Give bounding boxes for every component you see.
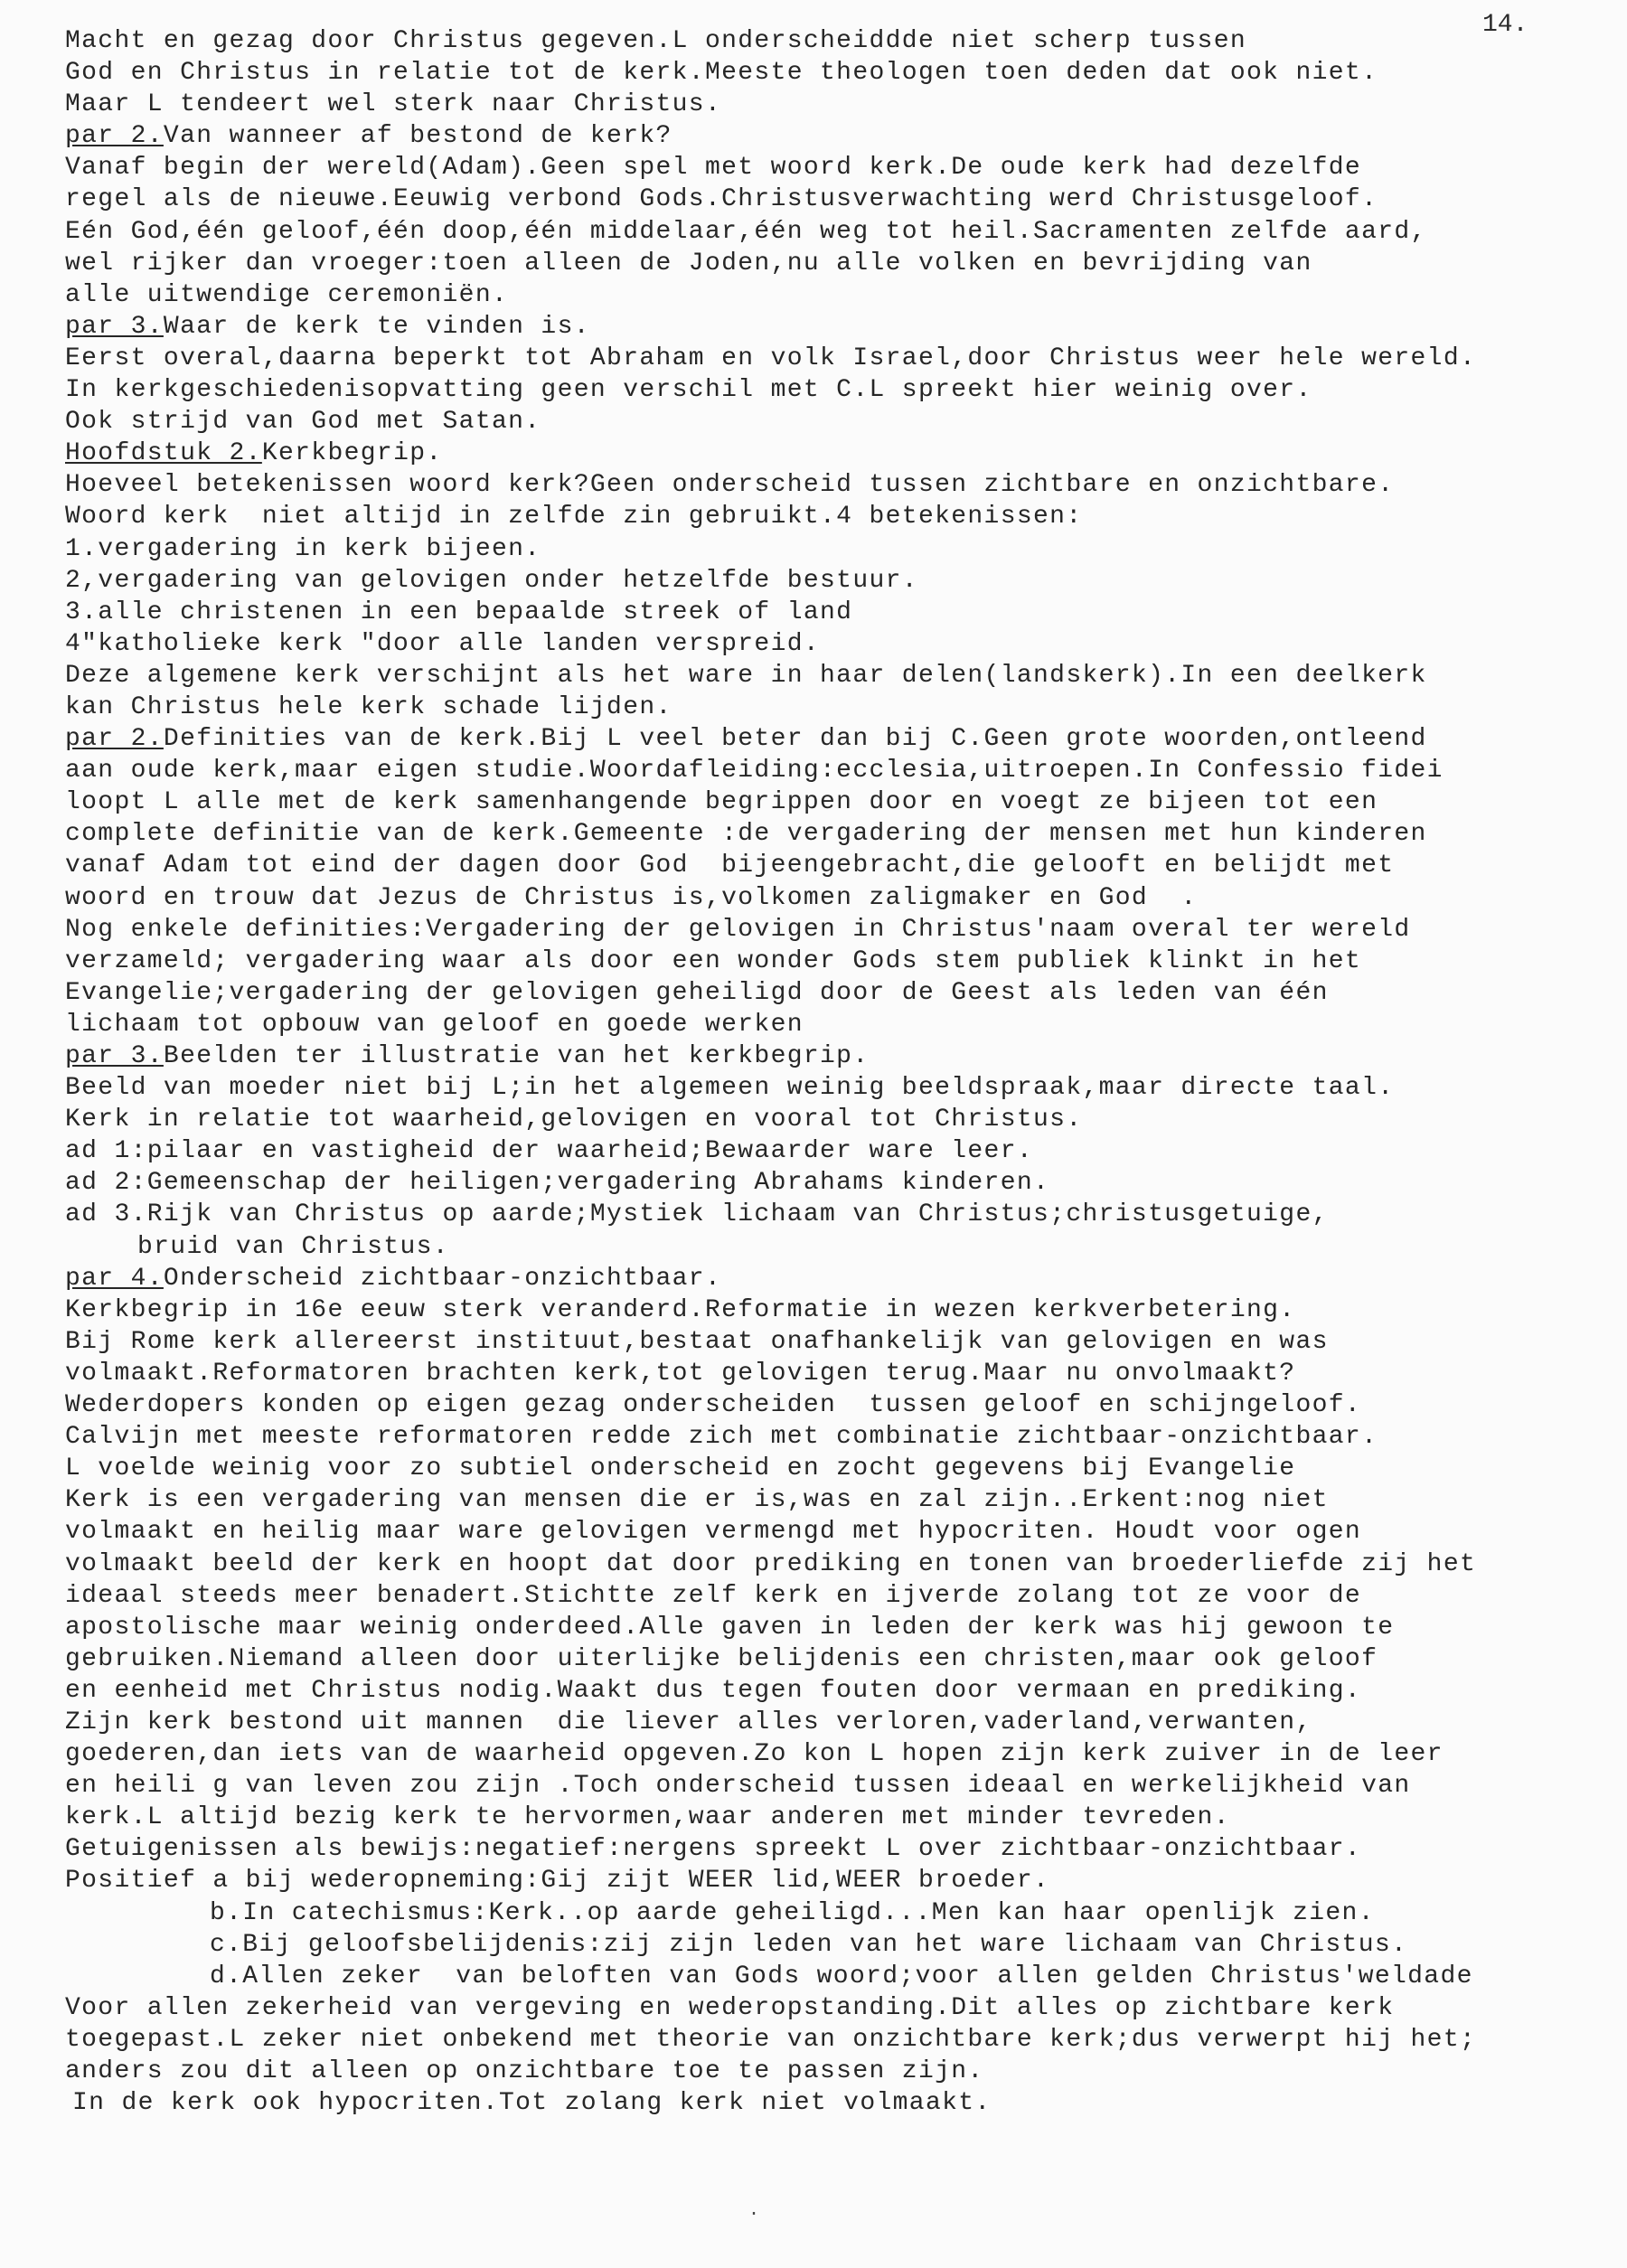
text-line (65, 374, 1602, 406)
text-line (65, 1738, 1602, 1770)
line-text: Kerk is een vergadering van mensen die er is,was en zal zijn..Erkent:nog niet (65, 1486, 1329, 1515)
line-text: Waar de kerk te vinden is. (163, 312, 590, 341)
line-text: Getuigenissen als bewijs:negatief:nergens spreekt L over zichtbaar-onzichtbaar. (65, 1835, 1362, 1864)
line-text: gebruiken.Niemand alleen door uiterlijke belijdenis een christen,maar ook geloof (65, 1644, 1378, 1673)
line-text: verzameld; vergadering waar als door een wonder Gods stem publiek klinkt in het (65, 946, 1362, 975)
text-line (65, 1770, 1602, 1802)
line-text: complete definitie van de kerk.Gemeente :de vergadering der mensen met hun kinderen (65, 820, 1427, 849)
section-label: par 4. (65, 1264, 164, 1293)
line-text: en eenheid met Christus nodig.Waakt dus tegen fouten door vermaan en prediking. (65, 1676, 1362, 1705)
text-line (65, 1707, 1602, 1738)
text-line (65, 1612, 1602, 1643)
text-line (65, 1548, 1602, 1580)
text-line (65, 25, 1602, 57)
text-line (65, 1929, 1602, 1961)
text-line (65, 565, 1602, 597)
line-text: Beeld van moeder niet bij L;in het algemeen weinig beeldspraak,maar directe taal. (65, 1074, 1395, 1103)
text-line (65, 1135, 1602, 1167)
text-line (65, 57, 1602, 89)
line-text: wel rijker dan vroeger:toen alleen de Joden,nu alle volken en bevrijding van (65, 249, 1312, 278)
line-text: Deze algemene kerk verschijnt als het ware in haar delen(landskerk).In een deelkerk (65, 661, 1427, 690)
line-text: Kerkbegrip in 16e eeuw sterk veranderd.Reformatie in wezen kerkverbetering. (65, 1295, 1296, 1324)
line-text: woord en trouw dat Jezus de Christus is,volkomen zaligmaker en God . (65, 883, 1198, 912)
line-text: In de kerk ook hypocriten.Tot zolang kerk niet volmaakt. (72, 2089, 992, 2118)
text-line (65, 501, 1602, 532)
line-text: regel als de nieuwe.Eeuwig verbond Gods.Christusverwachting werd Christusgeloof. (65, 185, 1378, 214)
line-text: Beelden ter illustratie van het kerkbegrip. (163, 1042, 870, 1070)
section-heading-line (65, 311, 1602, 343)
text-line (65, 2056, 1602, 2087)
text-line (65, 1484, 1602, 1516)
line-text: ad 3.Rijk van Christus op aarde;Mystiek lichaam van Christus;christusgetuige, (65, 1200, 1329, 1229)
line-text: b.In catechismus:Kerk..op aarde geheiligd...Men kan haar openlijk zien. (210, 1898, 1375, 1927)
line-text: God en Christus in relatie tot de kerk.Meeste theologen toen deden dat ook niet. (65, 59, 1378, 88)
text-line (65, 1104, 1602, 1135)
text-line (65, 818, 1602, 850)
line-text: In kerkgeschiedenisopvatting geen verschil met C.L spreekt hier weinig over. (65, 376, 1312, 405)
line-text: Hoeveel betekenissen woord kerk?Geen onderscheid tussen zichtbare en onzichtbare. (65, 471, 1395, 500)
text-line (65, 343, 1602, 374)
text-line (65, 977, 1602, 1009)
line-text: Onderscheid zichtbaar-onzichtbaar. (163, 1264, 722, 1293)
text-line (65, 1421, 1602, 1453)
text-line (65, 1358, 1602, 1389)
text-line (65, 786, 1602, 818)
line-text: goederen,dan iets van de waarheid opgeven.Zo kon L hopen zijn kerk zuiver in de leer (65, 1740, 1444, 1769)
text-line (65, 1643, 1602, 1675)
line-text: apostolische maar weinig onderdeed.Alle gaven in leden der kerk was hij gewoon te (65, 1613, 1395, 1642)
section-heading-line (65, 1040, 1602, 1072)
line-text: Van wanneer af bestond de kerk? (163, 122, 672, 151)
text-line (65, 1516, 1602, 1548)
text-line (65, 248, 1602, 279)
text-line (65, 1865, 1602, 1896)
text-line (65, 692, 1602, 723)
text-line (65, 1072, 1602, 1104)
line-text: 4"katholieke kerk "door alle landen verspreid. (65, 629, 821, 658)
line-text: 1.vergadering in kerk bijeen. (65, 534, 541, 563)
text-line (65, 2087, 1602, 2119)
line-text: Maar L tendeert wel sterk naar Christus. (65, 90, 722, 119)
line-text: lichaam tot opbouw van geloof en goede werken (65, 1010, 804, 1039)
line-text: L voelde weinig voor zo subtiel onderscheid en zocht gegevens bij Evangelie (65, 1454, 1296, 1483)
line-text: Woord kerk niet altijd in zelfde zin gebruikt.4 betekenissen: (65, 503, 1083, 532)
line-text: vanaf Adam tot eind der dagen door God bijeengebracht,die gelooft en belijdt met (65, 852, 1395, 880)
line-text: ad 2:Gemeenschap der heiligen;vergadering Abrahams kinderen. (65, 1169, 1050, 1198)
section-heading-line (65, 120, 1602, 152)
text-line (65, 1294, 1602, 1326)
text-line (65, 469, 1602, 501)
line-text: 2,vergadering van gelovigen onder hetzelfde bestuur. (65, 566, 918, 595)
text-line (65, 946, 1602, 977)
line-text: volmaakt.Reformatoren brachten kerk,tot gelovigen terug.Maar nu onvolmaakt? (65, 1359, 1296, 1388)
line-text: aan oude kerk,maar eigen studie.Woordafleiding:ecclesia,uitroepen.In Confessio fidei (65, 757, 1444, 786)
text-line (65, 533, 1602, 565)
section-label: Hoofdstuk 2. (65, 439, 262, 468)
line-text: Kerkbegrip. (261, 439, 443, 468)
line-text: Eerst overal,daarna beperkt tot Abraham en volk Israel,door Christus weer hele wereld. (65, 343, 1477, 372)
line-text: Eén God,één geloof,één doop,één middelaar,één weg tot heil.Sacramenten zelfde aard, (65, 217, 1427, 246)
text-line (65, 216, 1602, 248)
line-text: Kerk in relatie tot waarheid,gelovigen en vooral tot Christus. (65, 1106, 1083, 1134)
line-text: volmaakt beeld der kerk en hoopt dat door prediking en tonen van broederliefde zij het (65, 1549, 1477, 1578)
section-heading-line (65, 723, 1602, 755)
section-label: par 2. (65, 122, 164, 151)
text-line (65, 1199, 1602, 1230)
typewritten-text-body (65, 25, 1602, 2119)
line-text: Evangelie;vergadering der gelovigen geheiligd door de Geest als leden van één (65, 978, 1329, 1007)
line-text: Ook strijd van God met Satan. (65, 408, 541, 437)
text-line (65, 1231, 1602, 1263)
line-text: kan Christus hele kerk schade lijden. (65, 692, 672, 721)
text-line (65, 1675, 1602, 1707)
section-label: par 3. (65, 312, 164, 341)
text-line (65, 184, 1602, 215)
line-text: Bij Rome kerk allereerst instituut,bestaat onafhankelijk van gelovigen en was (65, 1327, 1329, 1356)
line-text: Wederdopers konden op eigen gezag onderscheiden tussen geloof en schijngeloof. (65, 1391, 1362, 1420)
line-text: en heili g van leven zou zijn .Toch onderscheid tussen ideaal en werkelijkheid van (65, 1772, 1411, 1801)
text-line (65, 1961, 1602, 1992)
text-line (65, 1992, 1602, 2024)
text-line (65, 406, 1602, 438)
section-heading-line (65, 1263, 1602, 1294)
section-heading-line (65, 438, 1602, 469)
line-text: Definities van de kerk.Bij L veel beter dan bij C.Geen grote woorden,ontleend (163, 725, 1427, 754)
text-line (65, 2024, 1602, 2056)
text-line (65, 1009, 1602, 1040)
line-text: kerk.L altijd bezig kerk te hervormen,waar anderen met minder tevreden. (65, 1803, 1230, 1832)
text-line (65, 628, 1602, 660)
text-line (65, 597, 1602, 628)
text-line (65, 1802, 1602, 1833)
line-text: volmaakt en heilig maar ware gelovigen vermengd met hypocriten. Houdt voor ogen (65, 1518, 1362, 1547)
text-line (65, 1833, 1602, 1865)
section-label: par 3. (65, 1042, 164, 1070)
line-text: 3.alle christenen in een bepaalde streek of land (65, 598, 853, 626)
text-line (65, 89, 1602, 120)
text-line (65, 882, 1602, 914)
line-text: Nog enkele definities:Vergadering der gelovigen in Christus'naam overal ter wereld (65, 915, 1411, 944)
line-text: Vanaf begin der wereld(Adam).Geen spel met woord kerk.De oude kerk had dezelfde (65, 154, 1362, 183)
section-label: par 2. (65, 725, 164, 754)
line-text: toegepast.L zeker niet onbekend met theorie van onzichtbare kerk;dus verwerpt hij het; (65, 2025, 1477, 2054)
text-line (65, 1453, 1602, 1484)
text-line (65, 1326, 1602, 1358)
line-text: bruid van Christus. (137, 1232, 449, 1261)
text-line (65, 1580, 1602, 1612)
line-text: d.Allen zeker van beloften van Gods woord;voor allen gelden Christus'weldade (210, 1962, 1473, 1990)
line-text: Calvijn met meeste reformatoren redde zich met combinatie zichtbaar-onzichtbaar. (65, 1423, 1378, 1452)
line-text: Zijn kerk bestond uit mannen die liever alles verloren,vaderland,verwanten, (65, 1708, 1312, 1736)
text-line (65, 152, 1602, 184)
line-text: Positief a bij wederopneming:Gij zijt WEER lid,WEER broeder. (65, 1867, 1050, 1896)
line-text: Macht en gezag door Christus gegeven.L onderscheiddde niet scherp tussen (65, 27, 1246, 55)
line-text: alle uitwendige ceremoniën. (65, 280, 509, 309)
line-text: anders zou dit alleen op onzichtbare toe te passen zijn. (65, 2057, 984, 2085)
page-number: 14. (1482, 11, 1528, 39)
line-text: ad 1:pilaar en vastigheid der waarheid;Bewaarder ware leer. (65, 1137, 1034, 1166)
ink-dot-mark: · (748, 2204, 760, 2225)
line-text: loopt L alle met de kerk samenhangende begrippen door en voegt ze bijeen tot een (65, 788, 1378, 817)
text-line (65, 1897, 1602, 1929)
text-line (65, 1389, 1602, 1421)
line-text: ideaal steeds meer benadert.Stichtte zelf kerk en ijverde zolang tot ze voor de (65, 1581, 1362, 1610)
text-line (65, 850, 1602, 881)
text-line (65, 914, 1602, 946)
line-text: c.Bij geloofsbelijdenis:zij zijn leden van het ware lichaam van Christus. (210, 1930, 1408, 1959)
text-line (65, 660, 1602, 692)
text-line (65, 755, 1602, 786)
text-line (65, 1167, 1602, 1199)
line-text: Voor allen zekerheid van vergeving en wederopstanding.Dit alles op zichtbare kerk (65, 1993, 1395, 2022)
text-line (65, 279, 1602, 311)
